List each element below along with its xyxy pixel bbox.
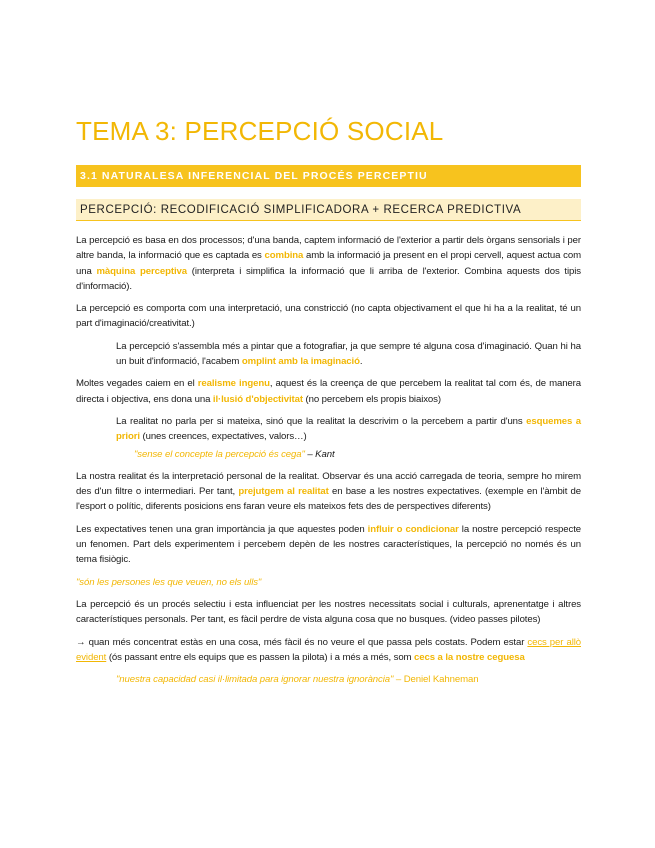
paragraph-1 bbox=[76, 233, 581, 294]
paragraph-2: La percepció es comporta com una interpretació, una constricció (no capta objectivament el que hi ha a la realitat, té un part d'imaginació/creativitat.) bbox=[76, 303, 581, 330]
text: la nostre percepció respecte un fenomen. Part dels experimentem i percebem depèn de les nostres característiques, la percepció no només és un tema fisiògic. bbox=[76, 523, 581, 566]
text: Moltes vegades caiem en el bbox=[76, 378, 198, 390]
text: La percepció s'assembla més a pintar que a fotografiar, ja que sempre té alguna cosa d'imaginació. Quan hi ha un buit d'informació, l'acabem bbox=[116, 340, 581, 368]
text: (ós passant entre els equips que es passen la pilota) i a més a més, som bbox=[106, 651, 415, 663]
body-text bbox=[76, 233, 581, 694]
text: La percepció es basa en dos processos; d'una banda, captem informació de l'exterior a partir dels òrgans sensorials i per altre banda, la informació que es captada es bbox=[76, 235, 581, 262]
text: La realitat no parla per si mateixa, sinó que la realitat la descrivim o la percebem a partir d'uns bbox=[116, 415, 527, 427]
highlight-term: realisme ingenu bbox=[197, 378, 270, 390]
paragraph-3 bbox=[116, 339, 581, 370]
text: (unes creences, expectatives, valors…) bbox=[139, 431, 307, 443]
quote-author: – Deniel Kahneman bbox=[393, 674, 479, 686]
highlight-term: màquina perceptiva bbox=[96, 265, 188, 277]
text: , aquest és la creença de que percebem la realitat tal com és, de manera directa i objectiva, ens dona una bbox=[76, 378, 581, 405]
quote-author: – Kant bbox=[304, 448, 335, 460]
text: quan més concentrat estàs en una cosa, més fàcil és no veure el que passa pels costats. Podem estar bbox=[85, 636, 528, 648]
text: (no percebem els propis biaixos) bbox=[302, 393, 441, 405]
paragraph-6 bbox=[76, 469, 581, 515]
kant-quote bbox=[134, 447, 581, 462]
highlight-term: prejutgem al realitat bbox=[238, 486, 329, 498]
text: La nostra realitat és la interpretació personal de la realitat. Observar és una acció carregada de teoria, sempre ho mirem des d'un filtre o intermediari. Per tant, bbox=[76, 470, 581, 498]
underlined-term: cecs per allò evident bbox=[76, 636, 581, 663]
arrow-icon: → bbox=[76, 636, 86, 648]
highlight-term: cecs a la nostre ceguesa bbox=[414, 651, 525, 663]
text: (interpreta i simplifica la informació que li arriba de l'exterior. Combina aquests dos tipis d'informació). bbox=[76, 265, 581, 292]
paragraph-7 bbox=[76, 522, 581, 568]
paragraph-5 bbox=[116, 414, 581, 445]
section-heading: 3.1 NATURALESA INFERENCIAL DEL PROCÉS PERCEPTIU bbox=[76, 165, 581, 187]
text: Les expectatives tenen una gran importància ja que aquestes poden bbox=[76, 523, 368, 535]
highlight-term: omplint amb la imaginació bbox=[241, 356, 360, 368]
subheading: PERCEPCIÓ: RECODIFICACIÓ SIMPLIFICADORA + RECERCA PREDICTIVA bbox=[76, 199, 581, 221]
highlight-term: influir o condicionar bbox=[367, 523, 459, 535]
kahneman-quote bbox=[116, 672, 581, 687]
highlight-term: combina bbox=[264, 250, 304, 262]
quote-text: "sense el concepte la percepció és cega" bbox=[134, 448, 305, 460]
text: en base a les nostres expectatives. (exemple en l'àmbit de l'esport o polític, diferents posicions ens faran veure els mateixos fets des de perspectives diferents) bbox=[76, 486, 581, 513]
text: amb la informació ja present en el propi cervell, aquest actua com una bbox=[76, 250, 581, 277]
paragraph-4 bbox=[76, 376, 581, 407]
highlight-term: esquemes a priori bbox=[116, 415, 581, 443]
paragraph-9 bbox=[76, 635, 581, 666]
quote-eyes: "són les persones les que veuen, no els ulls" bbox=[76, 576, 262, 588]
text: . bbox=[359, 356, 363, 368]
page-title: TEMA 3: PERCEPCIÓ SOCIAL bbox=[76, 116, 444, 146]
paragraph-8: La percepció és un procés selectiu i esta influenciat per les nostres necessitats social i culturals, aprenentatge i altres característiques personals. Per tant, es fàcil perdre de vista alguna cosa que no busques. (video passes pilotes) bbox=[76, 598, 581, 626]
highlight-term: il·lusió d'objectivitat bbox=[212, 393, 303, 405]
quote-text: "nuestra capacidad casi il·limitada para ignorar nuestra ignorància" bbox=[116, 674, 394, 686]
